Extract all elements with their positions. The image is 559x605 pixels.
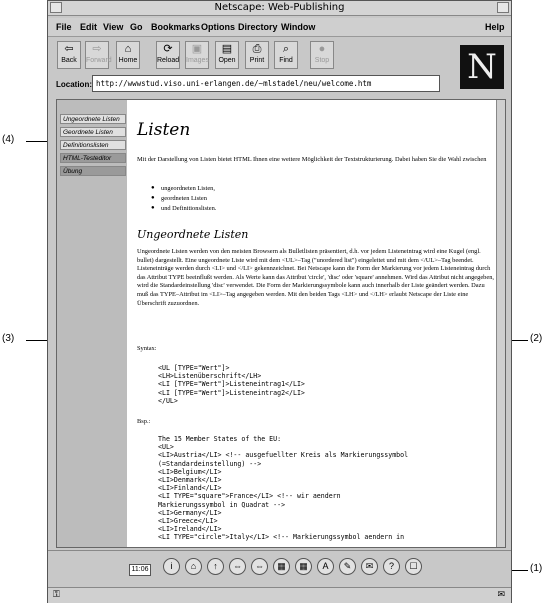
grid-control-button-2[interactable]: ▦ <box>295 558 312 575</box>
menu-options[interactable]: Options <box>201 22 235 32</box>
print-button[interactable] <box>245 41 269 69</box>
forward-arrow-icon: ⇨ <box>92 43 102 55</box>
find-icon: ⌕ <box>282 43 290 55</box>
section-paragraph: Ungeordnete Listen werden von den meisten Browsern als Bulletlisten präsentiert, d.h. vor jedem Listeneintrag wird eine Kugel (engl. bullet) dargestellt. Eine ungeordnete Liste wird mit dem <UL>–Tag ("unordered list") eingeleitet und mit dem </UL>–Tag beendet. Listeneinträge werden durch <LI> und </LI> gekennzeichnet. Bei Netscape kann die Form der Markierung vor jedem Listeneintrag durch das Attribut TYPE beeinflußt werden. Als Werte kann das Attribut 'circle', 'disc' oder 'square' annehmen. Wird das Attribut nicht angegeben, wird die Standardeinstellung 'disc' verwendet. Die Form der Markierungssymbole kann auch innerhalb der Liste geändert werden. Dazu muß das TYPE–Attribut im <LI>–Tag angegeben werden. Mit den beiden Tags <LH> und </LH> erlaubt Netscape der Liste eine Überschrift zuzuordnen. <box>137 248 495 307</box>
forward-button[interactable] <box>85 41 112 69</box>
images-icon: ▣ <box>191 43 203 55</box>
stop-icon: ● <box>318 43 326 55</box>
callout-3: (3) <box>2 333 15 344</box>
menu-file[interactable]: File <box>56 22 72 32</box>
menu-bar <box>48 18 511 37</box>
reload-icon: ⟳ <box>163 43 173 55</box>
home-button[interactable] <box>116 41 140 69</box>
nav-item-geordnete-listen[interactable]: Geordnete Listen <box>60 127 126 137</box>
font-control-button[interactable]: A <box>317 558 334 575</box>
doc-control-button[interactable]: ☐ <box>405 558 422 575</box>
reload-label: Reload <box>157 57 180 64</box>
window-title: Netscape: Web-Publishing <box>214 2 345 13</box>
window-menu-box[interactable] <box>50 2 62 13</box>
callout-2: (2) <box>530 333 543 344</box>
syntax-label: Syntax: <box>137 345 157 352</box>
syntax-code: <UL [TYPE="Wert"]> <LH>Listenüberschrift</LH> <LI [TYPE="Wert"]>Listeneintrag1</LI> <LI [TYPE="Wert"]>Listeneintrag2</LI> </UL> <box>158 364 305 405</box>
stop-label: Stop <box>314 57 330 64</box>
find-label: Find <box>279 57 293 64</box>
open-icon: ▤ <box>221 43 233 55</box>
stop-button[interactable] <box>310 41 334 69</box>
home-icon: ⌂ <box>124 43 132 55</box>
forward-label: Forward <box>86 57 112 64</box>
bullet-item: ● ungeordneten Listen, <box>161 185 215 192</box>
nav-item-uebung[interactable]: Übung <box>60 166 126 176</box>
nav-item-ungeordnete-listen[interactable]: Ungeordnete Listen <box>60 114 126 124</box>
back-arrow-icon: ⇦ <box>64 43 74 55</box>
back-label: Back <box>61 57 77 64</box>
menu-view[interactable]: View <box>103 22 124 32</box>
mail-status-icon[interactable]: ✉ <box>497 589 505 599</box>
location-label: Location: <box>56 80 92 89</box>
reload-button[interactable] <box>156 41 180 69</box>
side-navigation <box>57 100 127 547</box>
mail-control-button[interactable]: ✉ <box>361 558 378 575</box>
home-label: Home <box>118 57 138 64</box>
location-field[interactable]: http://wwwstud.viso.uni-erlangen.de/~mlstadel/neu/welcome.htm <box>92 75 440 92</box>
menu-edit[interactable]: Edit <box>80 22 97 32</box>
netscape-logo: N <box>460 45 504 89</box>
browser-window <box>47 0 512 603</box>
bullet-item: ● und Definitionslisten. <box>161 205 216 212</box>
print-icon: ⎙ <box>252 43 262 55</box>
info-button[interactable]: i <box>163 558 180 575</box>
link-control-button-1[interactable]: ⇔ <box>229 558 246 575</box>
intro-paragraph: Mit der Darstellung von Listen bietet HTML Ihnen eine weitere Möglichkeit der Textstrukturierung. Dabei haben Sie die Wahl zwischen <box>137 156 487 163</box>
back-button[interactable] <box>57 41 81 69</box>
example-label: Bsp.: <box>137 418 151 425</box>
nav-item-definitionslisten[interactable]: Definitionslisten <box>60 140 126 150</box>
section-title: Ungeordnete Listen <box>137 228 249 241</box>
security-key-icon: ⚿ <box>53 589 60 599</box>
bullet-item: ● geordneten Listen <box>161 195 207 202</box>
menu-help[interactable]: Help <box>485 22 505 32</box>
edit-control-button[interactable]: ✎ <box>339 558 356 575</box>
clock-display: 11:06 <box>129 564 151 576</box>
open-label: Open <box>218 57 236 64</box>
content-frame <box>56 99 506 548</box>
callout-4: (4) <box>2 134 15 145</box>
example-code: The 15 Member States of the EU: <UL> <LI>Austria</LI> <!-- ausgefuellter Kreis als Markierungssymbol (=Standardeinstellung) --> <LI>Belgium</LI> <LI>Denmark</LI> <LI>Finland</LI> <LI TYPE="square">France</LI> <!-- wir aendern Markierungssymbol in Quadrat --> <LI>Germany</LI> <LI>Greece</LI> <LI>Ireland</LI> <LI TYPE="circle">Italy</LI> <!-- Markierungssymbol aendern in <box>158 435 409 542</box>
menu-directory[interactable]: Directory <box>238 22 278 32</box>
open-button[interactable] <box>215 41 239 69</box>
nav-item-html-testeditor[interactable]: HTML-Testeditor <box>60 153 126 163</box>
find-button[interactable] <box>274 41 298 69</box>
vertical-scrollbar[interactable] <box>496 100 505 547</box>
grid-control-button-1[interactable]: ▦ <box>273 558 290 575</box>
images-label: Images <box>186 57 209 64</box>
images-button[interactable] <box>185 41 209 69</box>
status-bar <box>48 587 511 603</box>
print-label: Print <box>249 57 265 64</box>
help-control-button[interactable]: ? <box>383 558 400 575</box>
menu-bookmarks[interactable]: Bookmarks <box>151 22 201 32</box>
title-bar <box>48 1 511 16</box>
window-maximize-box[interactable] <box>497 2 509 13</box>
menu-go[interactable]: Go <box>130 22 143 32</box>
callout-1: (1) <box>530 563 543 574</box>
menu-window[interactable]: Window <box>281 22 316 32</box>
home-control-button[interactable]: ⌂ <box>185 558 202 575</box>
link-control-button-2[interactable]: ⇔ <box>251 558 268 575</box>
up-control-button[interactable]: ↑ <box>207 558 224 575</box>
page-title: Listen <box>137 120 191 140</box>
